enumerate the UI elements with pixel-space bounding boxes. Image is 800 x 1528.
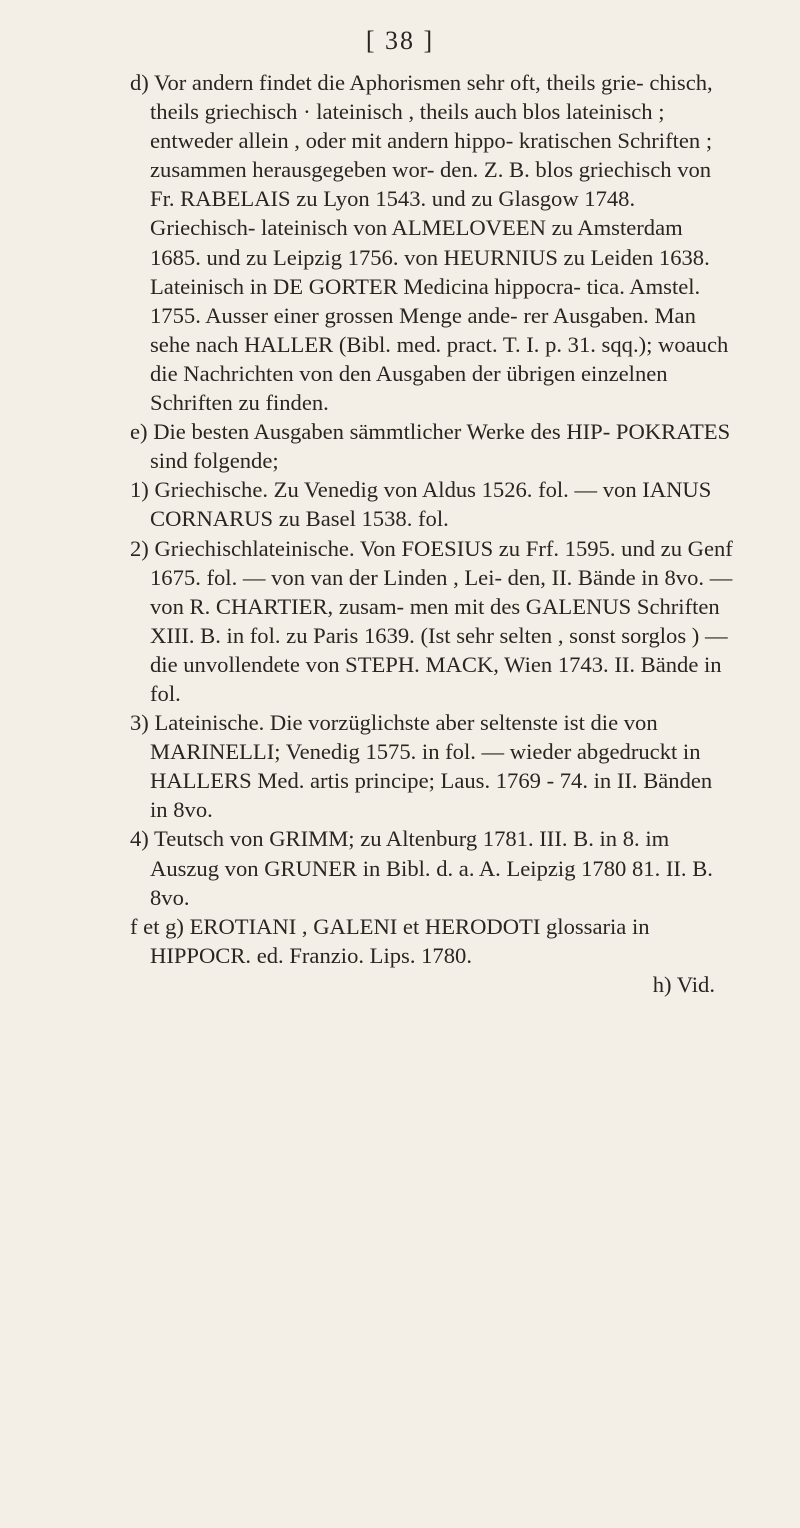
text-body [130, 68, 735, 999]
paragraph-2: 2) Griechischlateinische. Von FOESIUS zu Frf. 1595. und zu Genf 1675. fol. — von van der Linden , Lei- den, II. Bände in 8vo. — von R. CHARTIER, zusam- men mit des GALENUS Schriften XIII. B. in fol. zu Paris 1639. (Ist sehr selten , sonst sorglos ) — die unvollendete von STEPH. MACK, Wien 1743. II. Bände in fol. [130, 535, 733, 706]
catchword: h) Vid. [652, 971, 715, 997]
paragraph-3: 3) Lateinische. Die vorzüglichste aber seltenste ist die von MARINELLI; Venedig 1575. in fol. — wieder abgedruckt in HALLERS Med. artis principe; Laus. 1769 - 74. in II. Bänden in 8vo. [130, 710, 713, 823]
paragraph-4: 4) Teutsch von GRIMM; zu Altenburg 1781. III. B. in 8. im Auszug von GRUNER in Bibl. d. a. A. Leipzig 1780 81. II. B. 8vo. [130, 826, 713, 910]
paragraph-d: d) Vor andern findet die Aphorismen sehr oft, theils grie- chisch, theils griechisch · lateinisch , theils auch blos lateinisch ; entweder allein , oder mit andern hippo- kratischen Schriften ; zusammen herausgegeben wor- den. Z. B. blos griechisch von Fr. RABELAIS zu Lyon 1543. und zu Glasgow 1748. Griechisch- lateinisch von ALMELOVEEN zu Amsterdam 1685. und zu Leipzig 1756. von HEURNIUS zu Leiden 1638. Lateinisch in DE GORTER Medicina hippocra- tica. Amstel. 1755. Ausser einer grossen Menge ande- rer Ausgaben. Man sehe nach HALLER (Bibl. med. pract. T. I. p. 31. sqq.); woauch die Nachrichten von den Ausgaben der übrigen einzelnen Schriften zu finden. [130, 70, 729, 416]
page-number: [ 38 ] [365, 26, 435, 55]
paragraph-e: e) Die besten Ausgaben sämmtlicher Werke des HIP- POKRATES sind folgende; [130, 419, 731, 474]
paragraph-1: 1) Griechische. Zu Venedig von Aldus 1526. fol. — von IANUS CORNARUS zu Basel 1538. fol. [130, 477, 712, 532]
paragraph-fg: f et g) EROTIANI , GALENI et HERODOTI glossaria in HIPPOCR. ed. Franzio. Lips. 1780. [130, 913, 650, 968]
